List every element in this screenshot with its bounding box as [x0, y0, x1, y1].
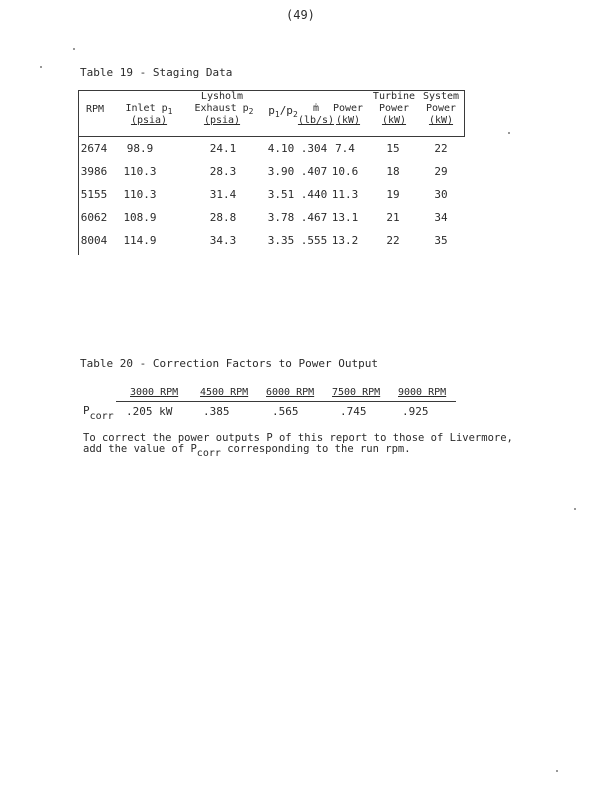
header-inlet-unit: (psia) [130, 115, 168, 126]
cell-power: 10.6 [331, 165, 359, 178]
cell-rpm: 5155 [80, 188, 108, 201]
header-mass-flow-unit: (lb/s) [297, 115, 335, 126]
cell-rpm: 2674 [80, 142, 108, 155]
correction-table-rule [116, 401, 456, 402]
cell-turbine-power: 15 [386, 142, 400, 155]
cell-mass-flow: .555 [300, 234, 328, 247]
header-lysholm: Lysholm [200, 91, 244, 102]
cell-inlet: 110.3 [123, 165, 157, 178]
scan-speck [508, 132, 510, 134]
pcorr-value-3000: .205 kW [126, 405, 173, 418]
cell-rpm: 8004 [80, 234, 108, 247]
cell-ratio: 3.51 [267, 188, 295, 201]
scan-speck [556, 770, 558, 772]
cell-system-power: 30 [434, 188, 448, 201]
header-power: Power [332, 103, 364, 114]
pcorr-label-subscript: corr [89, 411, 114, 422]
header-rpm: RPM [85, 104, 105, 115]
header-system-unit: (kW) [428, 115, 454, 126]
column-6000-rpm: 6000 RPM [266, 387, 315, 398]
table-right-border [464, 90, 465, 136]
cell-mass-flow: .407 [300, 165, 328, 178]
cell-ratio: 3.90 [267, 165, 295, 178]
ratio-p2: /p [279, 104, 293, 117]
header-system-power: Power [425, 103, 457, 114]
page-number: (49) [286, 8, 315, 22]
cell-power: 13.1 [331, 211, 359, 224]
header-turbine-power: Power [378, 103, 410, 114]
header-mass-flow: ṁ [312, 103, 320, 114]
header-turbine: Turbine [372, 91, 416, 102]
cell-rpm: 3986 [80, 165, 108, 178]
cell-exhaust: 31.4 [209, 188, 237, 201]
ratio-sub2: 2 [292, 110, 298, 119]
column-4500-rpm: 4500 RPM [200, 387, 249, 398]
cell-inlet: 108.9 [123, 211, 157, 224]
cell-inlet: 98.9 [126, 142, 154, 155]
cell-ratio: 3.78 [267, 211, 295, 224]
ratio-sub1: 1 [274, 110, 280, 119]
pcorr-row-label [83, 404, 114, 422]
header-system: System [422, 91, 460, 102]
cell-system-power: 35 [434, 234, 448, 247]
pcorr-value-4500: .385 [203, 405, 230, 418]
header-divider [78, 136, 465, 137]
scan-speck [574, 508, 576, 510]
staging-data-table [78, 90, 465, 255]
scan-speck [73, 48, 75, 50]
note-line2-end: corresponding to the run rpm. [220, 443, 411, 455]
cell-inlet: 114.9 [123, 234, 157, 247]
cell-turbine-power: 18 [386, 165, 400, 178]
correction-note-line-1: To correct the power outputs P of this report to those of Livermore, [83, 432, 513, 444]
header-turbine-unit: (kW) [381, 115, 407, 126]
header-inlet [116, 103, 182, 114]
cell-power: 11.3 [331, 188, 359, 201]
column-3000-rpm: 3000 RPM [130, 387, 179, 398]
note-line2-start: add the value of P [83, 443, 197, 455]
cell-ratio: 3.35 [267, 234, 295, 247]
column-9000-rpm: 9000 RPM [398, 387, 447, 398]
correction-table-header [116, 387, 456, 401]
cell-system-power: 34 [434, 211, 448, 224]
pcorr-value-6000: .565 [272, 405, 299, 418]
cell-power: 13.2 [331, 234, 359, 247]
cell-system-power: 29 [434, 165, 448, 178]
table-19-title: Table 19 - Staging Data [80, 66, 233, 79]
pcorr-value-7500: .745 [340, 405, 367, 418]
scan-speck [40, 66, 42, 68]
cell-exhaust: 24.1 [209, 142, 237, 155]
cell-turbine-power: 22 [386, 234, 400, 247]
pcorr-label-main: P [83, 404, 90, 417]
cell-ratio: 4.10 [267, 142, 295, 155]
header-exhaust [182, 103, 266, 114]
cell-mass-flow: .304 [300, 142, 328, 155]
header-exhaust-label: Exhaust p [194, 103, 249, 114]
header-exhaust-subscript: 2 [248, 107, 254, 116]
cell-inlet: 110.3 [123, 188, 157, 201]
cell-turbine-power: 21 [386, 211, 400, 224]
cell-rpm: 6062 [80, 211, 108, 224]
cell-system-power: 22 [434, 142, 448, 155]
header-inlet-subscript: 1 [167, 107, 173, 116]
cell-power: 7.4 [335, 142, 355, 155]
pcorr-value-9000: .925 [402, 405, 429, 418]
header-power-unit: (kW) [335, 115, 361, 126]
table-20-title: Table 20 - Correction Factors to Power Output [80, 357, 379, 370]
cell-mass-flow: .467 [300, 211, 328, 224]
correction-note-line-2 [83, 443, 411, 459]
cell-turbine-power: 19 [386, 188, 400, 201]
cell-exhaust: 34.3 [209, 234, 237, 247]
ratio-p1: p [268, 104, 275, 117]
header-exhaust-unit: (psia) [203, 115, 241, 126]
column-7500-rpm: 7500 RPM [332, 387, 381, 398]
cell-exhaust: 28.3 [209, 165, 237, 178]
cell-exhaust: 28.8 [209, 211, 237, 224]
note-pcorr-subscript: corr [196, 448, 221, 459]
header-inlet-label: Inlet p [125, 103, 168, 114]
cell-mass-flow: .440 [300, 188, 328, 201]
